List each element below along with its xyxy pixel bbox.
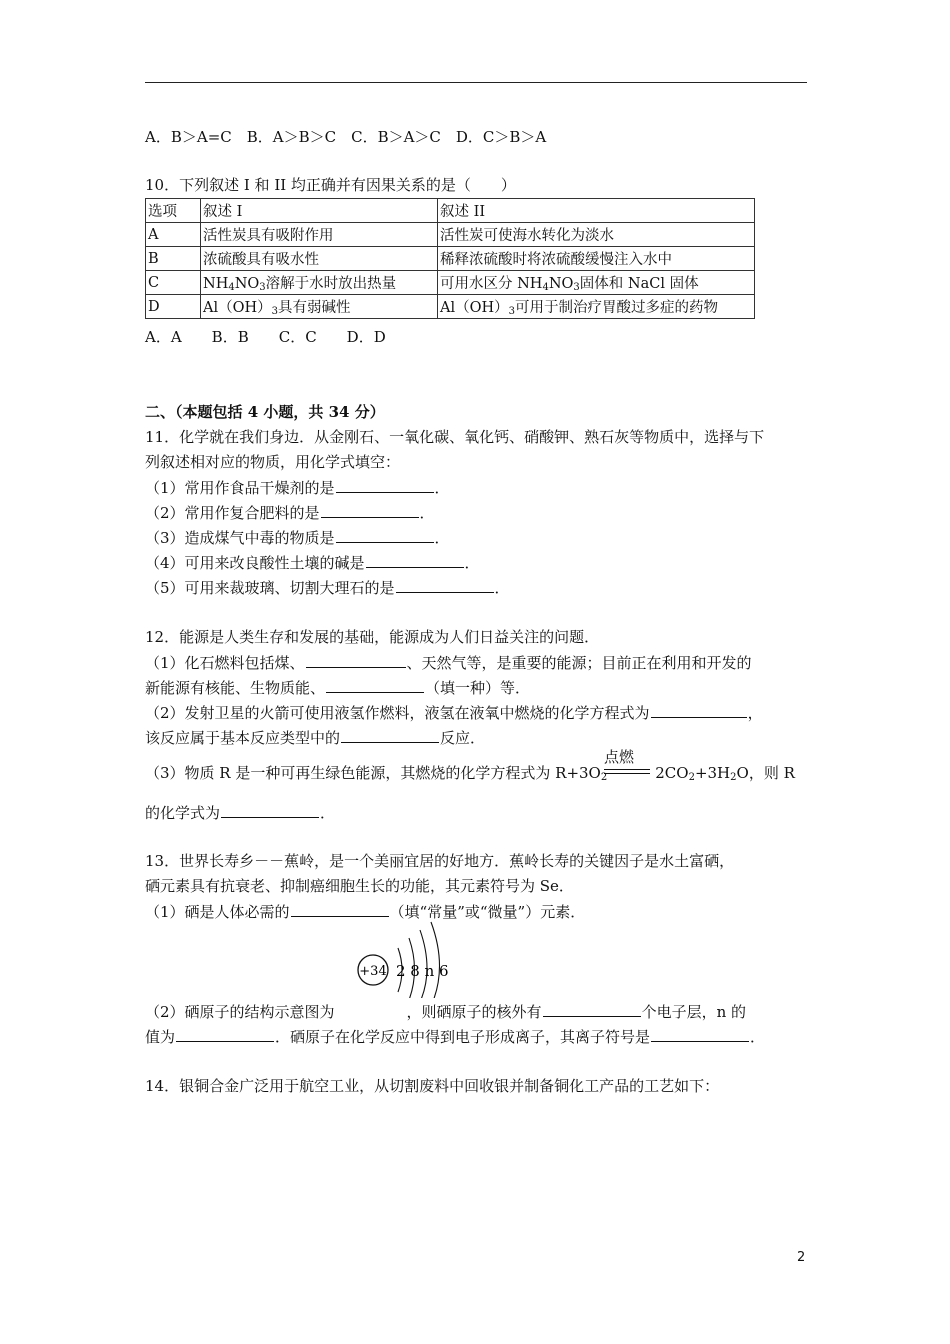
text: 2CO — [655, 764, 689, 782]
table-row — [146, 271, 755, 295]
q10-options: A．A B．B C．C D．D — [145, 328, 386, 346]
q11-item-1 — [145, 477, 450, 498]
answer-blank[interactable] — [176, 1026, 274, 1042]
text: （2）常用作复合肥料的是 — [145, 504, 320, 522]
table-row — [146, 247, 755, 271]
q11-stem-1: 11．化学就在我们身边．从金刚石、一氧化碳、氧化钙、硝酸钾、熟石灰等物质中，选择与下 — [145, 428, 765, 446]
reaction-condition: 点燃 — [604, 748, 635, 766]
table-row — [146, 223, 755, 247]
text: Al（OH） — [203, 300, 272, 316]
text: ， — [747, 704, 763, 722]
text: （2）发射卫星的火箭可使用液氢作燃料，液氢在液氧中燃烧的化学方程式为 — [145, 704, 650, 722]
text: 固体和 NaCl 固体 — [579, 276, 699, 292]
subscript: 3 — [271, 306, 279, 317]
text: 新能源有核能、生物质能、 — [145, 679, 326, 697]
q11-item-5 — [145, 577, 510, 598]
answer-blank[interactable] — [306, 652, 406, 668]
q14-stem: 14．银铜合金广泛用于航空工业，从切割废料中回收银并制备铜化工产品的工艺如下： — [145, 1077, 720, 1095]
section2-title: 二、（本题包括 4 小题，共 34 分） — [145, 403, 385, 421]
text: （填“常量”或“微量”）元素． — [389, 903, 586, 921]
text: （2）硒原子的结构示意图为 — [145, 1003, 335, 1021]
row-b-s1: 浓硫酸具有吸水性 — [201, 247, 438, 271]
text: 反应． — [440, 729, 486, 747]
q11-item-2 — [145, 502, 435, 523]
table-row — [146, 199, 755, 223]
answer-blank[interactable] — [321, 502, 419, 518]
subscript: 2 — [730, 772, 737, 783]
text: 值为 — [145, 1028, 176, 1046]
q9-options: A．B＞A=C B．A＞B＞C C．B＞A＞C D．C＞B＞A — [145, 128, 547, 146]
row-d-s1 — [201, 295, 438, 319]
answer-blank[interactable] — [651, 702, 747, 718]
q11-stem-2: 列叙述相对应的物质，用化学式填空： — [145, 453, 401, 471]
text: 的化学式为 — [145, 804, 221, 822]
text: 具有弱碱性 — [278, 300, 351, 316]
text: ． — [750, 1028, 766, 1046]
header-statement-1: 叙述 I — [201, 199, 438, 223]
q11-item-3 — [145, 527, 450, 548]
text: 可用水区分 NH — [440, 276, 543, 292]
q12-stem: 12．能源是人类生存和发展的基础，能源成为人们日益关注的问题． — [145, 628, 600, 646]
subscript: 4 — [542, 282, 549, 293]
electron-shells: 2 8 n 6 — [396, 962, 449, 980]
row-c-option: C — [146, 271, 201, 295]
answer-blank[interactable] — [651, 1026, 749, 1042]
text: ． — [464, 554, 480, 572]
row-a-option: A — [146, 223, 201, 247]
text: （5）可用来裁玻璃、切割大理石的是 — [145, 579, 395, 597]
text: O，则 R — [736, 764, 795, 782]
text: 该反应属于基本反应类型中的 — [145, 729, 341, 747]
text: +3H — [694, 764, 731, 782]
answer-blank[interactable] — [366, 552, 464, 568]
selenium-atom-diagram — [354, 918, 454, 998]
text: （1）化石燃料包括煤、 — [145, 654, 305, 672]
table-row — [146, 295, 755, 319]
shell-arc — [431, 922, 440, 998]
answer-blank[interactable] — [291, 901, 389, 917]
subscript: 2 — [688, 772, 695, 783]
text: ． — [320, 804, 336, 822]
text: NO — [548, 276, 574, 292]
text: NH — [203, 276, 229, 292]
answer-blank[interactable] — [341, 727, 439, 743]
answer-blank[interactable] — [543, 1001, 641, 1017]
text: （4）可用来改良酸性土壤的碱是 — [145, 554, 365, 572]
q12-part1-line2 — [145, 677, 530, 698]
text: 个电子层，n 的 — [641, 1003, 746, 1021]
q12-part3-line2 — [145, 802, 335, 823]
row-a-s2: 活性炭可使海水转化为淡水 — [438, 223, 755, 247]
subscript: 4 — [228, 282, 235, 293]
text: NO — [234, 276, 260, 292]
text: 溶解于水时放出热量 — [265, 276, 397, 292]
text: ，则硒原子的核外有 — [406, 1003, 542, 1021]
subscript: 3 — [508, 306, 516, 317]
answer-blank[interactable] — [336, 477, 434, 493]
text: 可用于制治疗胃酸过多症的药物 — [515, 300, 719, 316]
text: Al（OH） — [440, 300, 509, 316]
text: ．硒原子在化学反应中得到电子形成离子，其离子符号是 — [275, 1028, 651, 1046]
q13-part2-line1 — [145, 1001, 746, 1022]
text: （3）造成煤气中毒的物质是 — [145, 529, 335, 547]
text: （1）硒是人体必需的 — [145, 903, 290, 921]
row-d-s2 — [438, 295, 755, 319]
text: （1）常用作食品干燥剂的是 — [145, 479, 335, 497]
q12-part1-line1 — [145, 652, 752, 673]
nucleus-charge: +34 — [359, 964, 387, 979]
row-b-s2: 稀释浓硫酸时将浓硫酸缓慢注入水中 — [438, 247, 755, 271]
text: ． — [434, 479, 450, 497]
answer-blank[interactable] — [326, 677, 424, 693]
q12-part2-line2 — [145, 727, 485, 748]
text: ． — [419, 504, 435, 522]
header-option: 选项 — [146, 199, 201, 223]
text: （填一种）等． — [425, 679, 531, 697]
row-c-s2 — [438, 271, 755, 295]
subscript: 3 — [573, 282, 580, 293]
row-b-option: B — [146, 247, 201, 271]
q13-stem-1: 13．世界长寿乡－－蕉岭，是一个美丽宜居的好地方．蕉岭长寿的关键因子是水土富硒， — [145, 852, 735, 870]
answer-blank[interactable] — [221, 802, 319, 818]
subscript: 2 — [600, 772, 608, 783]
text: ． — [494, 579, 510, 597]
text: ． — [434, 529, 450, 547]
q12-part3-line1 — [145, 763, 795, 788]
q10-stem: 10．下列叙述 I 和 II 均正确并有因果关系的是（ ） — [145, 176, 516, 194]
q13-stem-2: 硒元素具有抗衰老、抑制癌细胞生长的功能，其元素符号为 Se． — [145, 877, 574, 895]
text: 、天然气等，是重要的能源；目前正在利用和开发的 — [406, 654, 752, 672]
page-number: 2 — [797, 1250, 806, 1265]
q13-part2-line2 — [145, 1026, 765, 1047]
header-statement-2: 叙述 II — [438, 199, 755, 223]
row-d-option: D — [146, 295, 201, 319]
subscript: 3 — [259, 282, 266, 293]
q10-table — [145, 198, 755, 319]
q11-item-4 — [145, 552, 480, 573]
text: （3）物质 R 是一种可再生绿色能源，其燃烧的化学方程式为 R+3O — [145, 764, 601, 782]
row-c-s1 — [201, 271, 438, 295]
answer-blank[interactable] — [396, 577, 494, 593]
answer-blank[interactable] — [336, 527, 434, 543]
q12-part2-line1 — [145, 702, 763, 723]
row-a-s1: 活性炭具有吸附作用 — [201, 223, 438, 247]
header-rule — [145, 82, 807, 83]
